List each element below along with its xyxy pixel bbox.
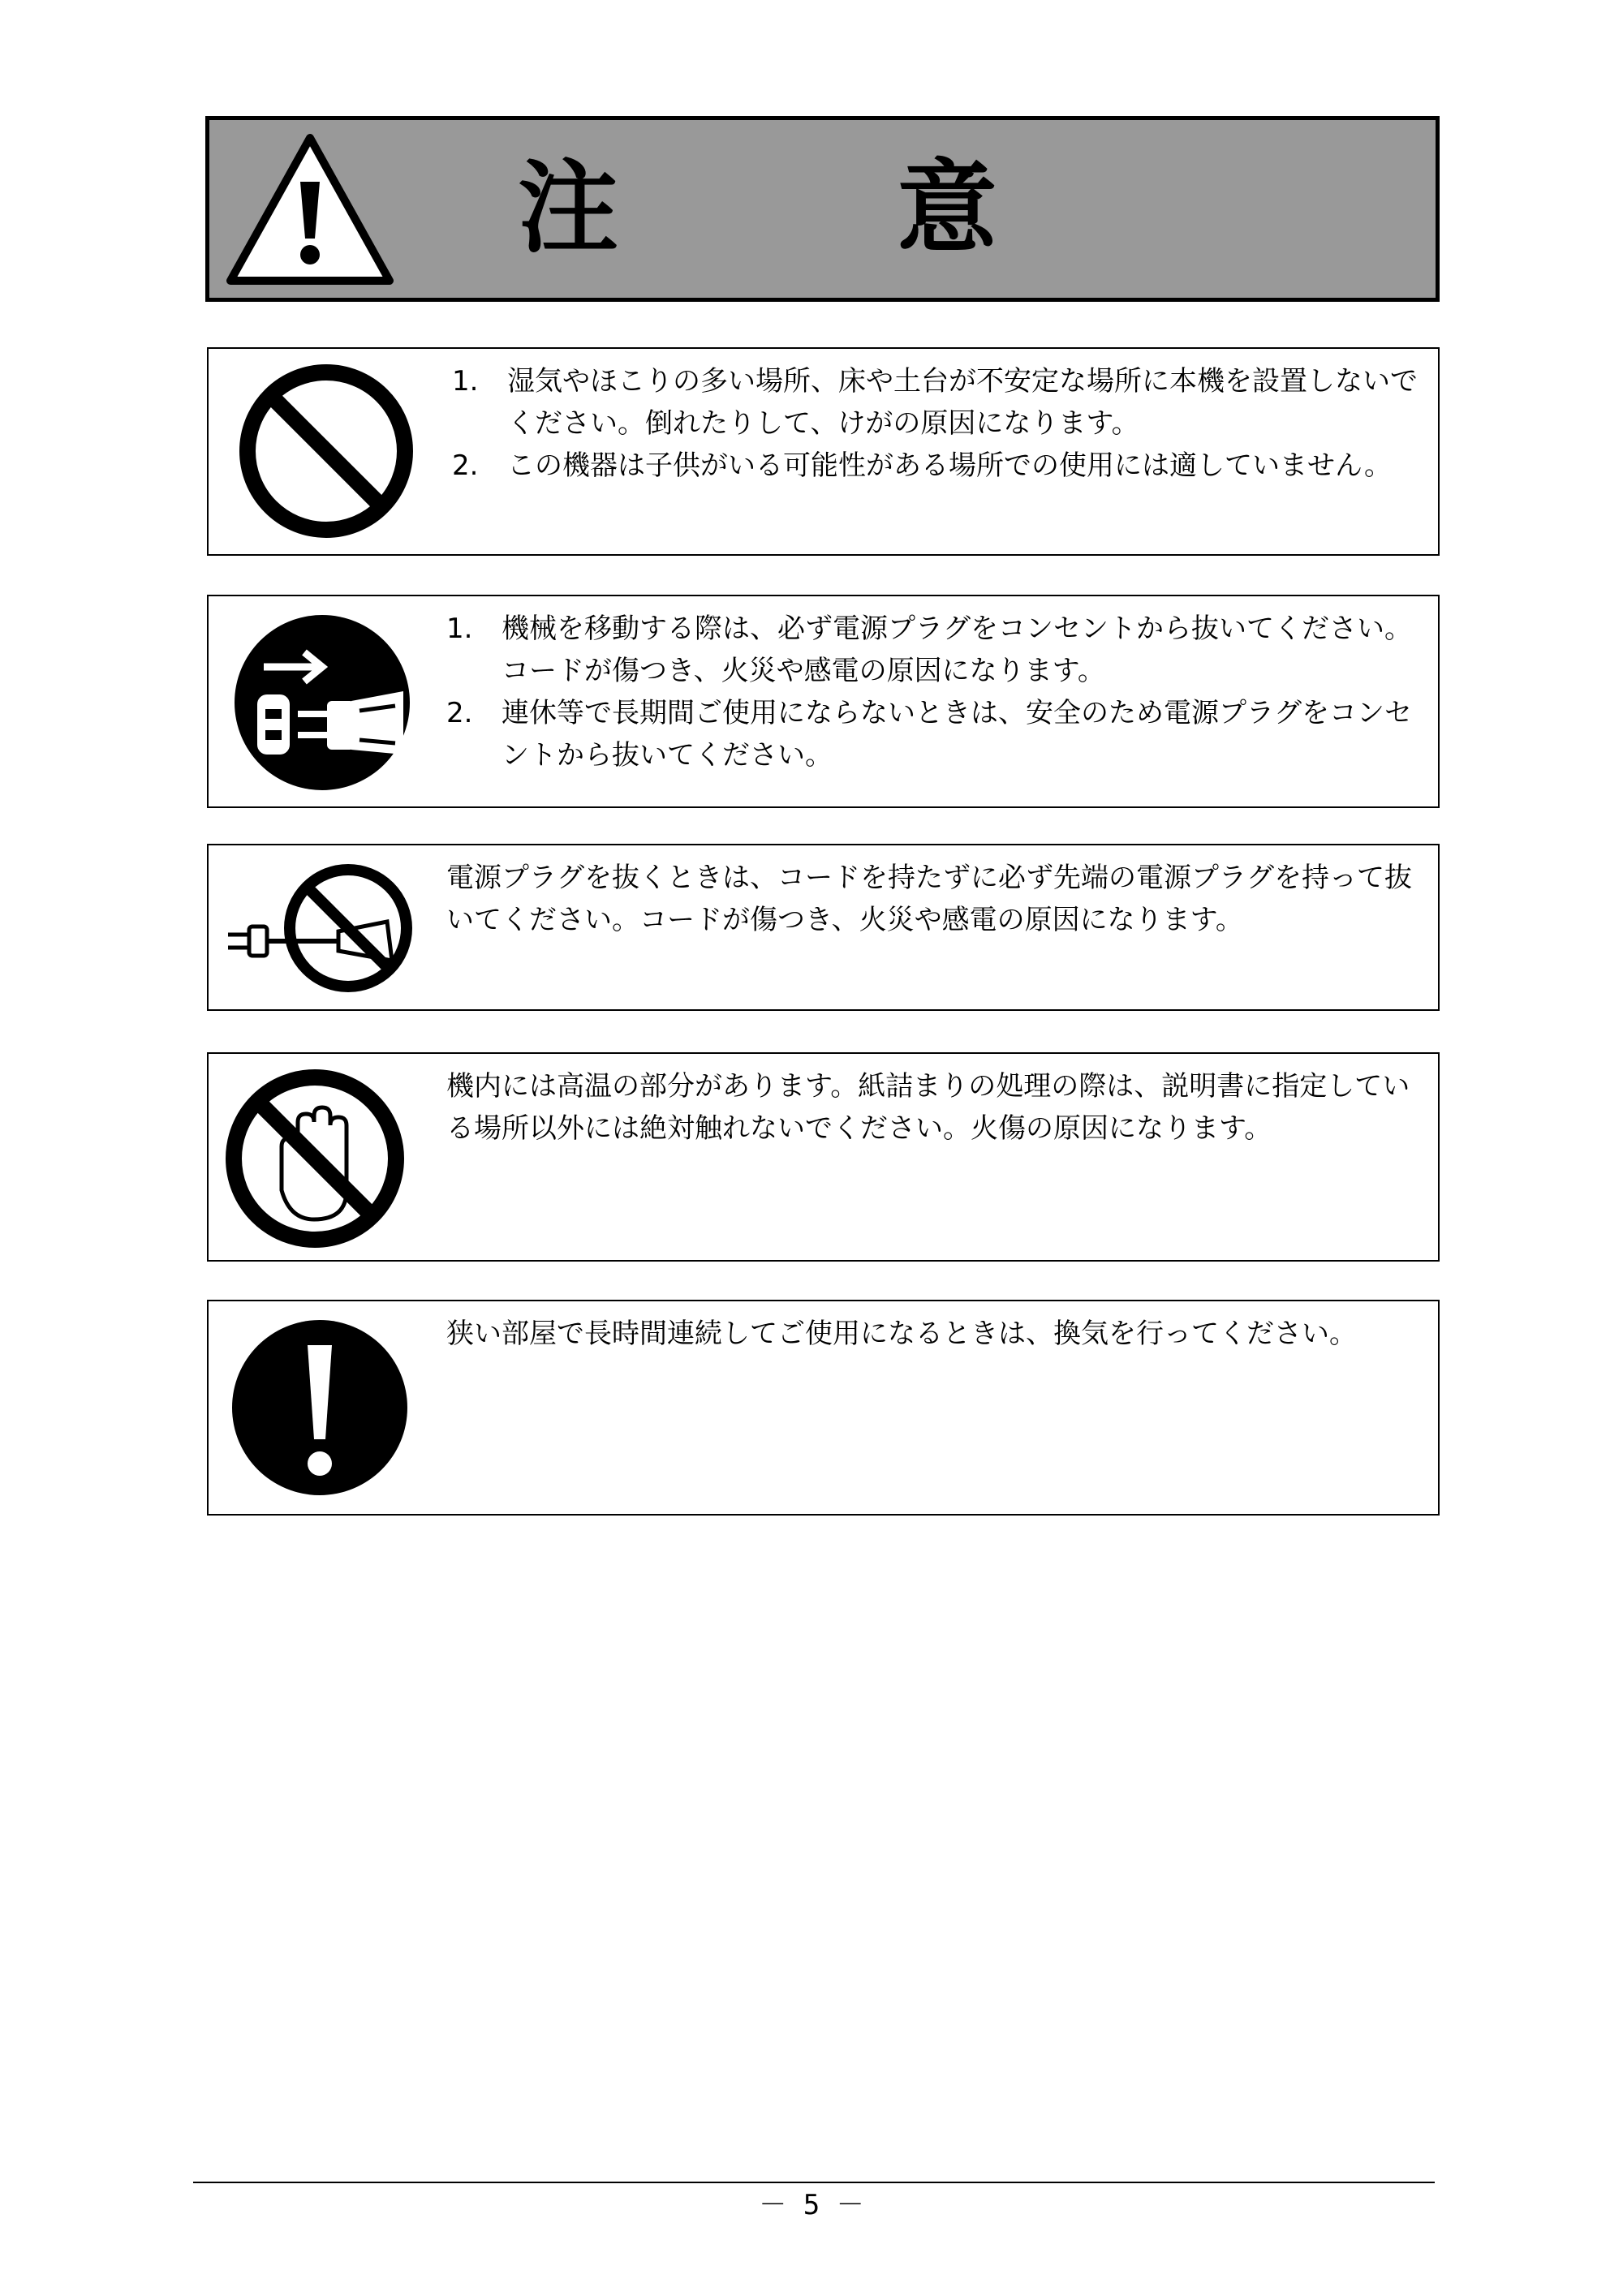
warning-triangle-icon <box>224 131 396 289</box>
item-text: この機器は子供がいる可能性がある場所での使用には適していません。 <box>507 449 1393 482</box>
page-title: 注 意 <box>518 150 1120 267</box>
unplug-power-icon <box>230 610 415 795</box>
notice-paragraph: 狭い部屋で長時間連続してご使用になるときは、換気を行ってください。 <box>446 1318 1357 1350</box>
notice-paragraph: 電源プラグを抜くときは、コードを持たずに必ず先端の電源プラグを持って抜いてください。コードが傷つき、火災や感電の原因になります。 <box>446 862 1412 936</box>
item-text: 連休等で長期間ご使用にならないときは、安全のため電源プラグをコンセントから抜いてください。 <box>502 697 1412 772</box>
notice-text <box>446 608 1423 776</box>
notice-box-hot-parts <box>207 1052 1440 1262</box>
notice-text <box>446 1313 1423 1355</box>
caution-header <box>205 116 1440 302</box>
notice-item <box>446 692 1423 776</box>
notice-text <box>446 1065 1423 1150</box>
notice-paragraph: 機内には高温の部分があります。紙詰まりの処理の際は、説明書に指定している場所以外には絶対触れないでください。火傷の原因になります。 <box>446 1070 1410 1145</box>
notice-item <box>452 445 1423 487</box>
item-number: 2. <box>452 449 479 482</box>
no-pulling-cord-icon <box>225 860 420 993</box>
notice-item <box>452 360 1423 445</box>
notice-box-unplug <box>207 595 1440 808</box>
notice-text <box>446 857 1423 941</box>
item-number: 1. <box>446 613 473 645</box>
page-number: － 5 － <box>759 2189 864 2221</box>
notice-text <box>452 360 1423 487</box>
item-text: 湿気やほこりの多い場所、床や土台が不安定な場所に本機を設置しないでください。倒れたりして、けがの原因になります。 <box>507 365 1418 440</box>
prohibition-icon <box>238 363 415 540</box>
notice-item <box>446 608 1423 692</box>
item-text: 機械を移動する際は、必ず電源プラグをコンセントから抜いてください。コードが傷つき、火災や感電の原因になります。 <box>502 613 1412 687</box>
notice-box-ventilation <box>207 1300 1440 1516</box>
mandatory-exclamation-icon <box>230 1318 410 1498</box>
item-number: 2. <box>446 697 473 729</box>
no-touching-hand-icon <box>225 1068 405 1249</box>
item-number: 1. <box>452 365 479 398</box>
footer-divider <box>193 2182 1435 2183</box>
notice-box-installation <box>207 347 1440 556</box>
notice-box-plug-handling <box>207 844 1440 1011</box>
